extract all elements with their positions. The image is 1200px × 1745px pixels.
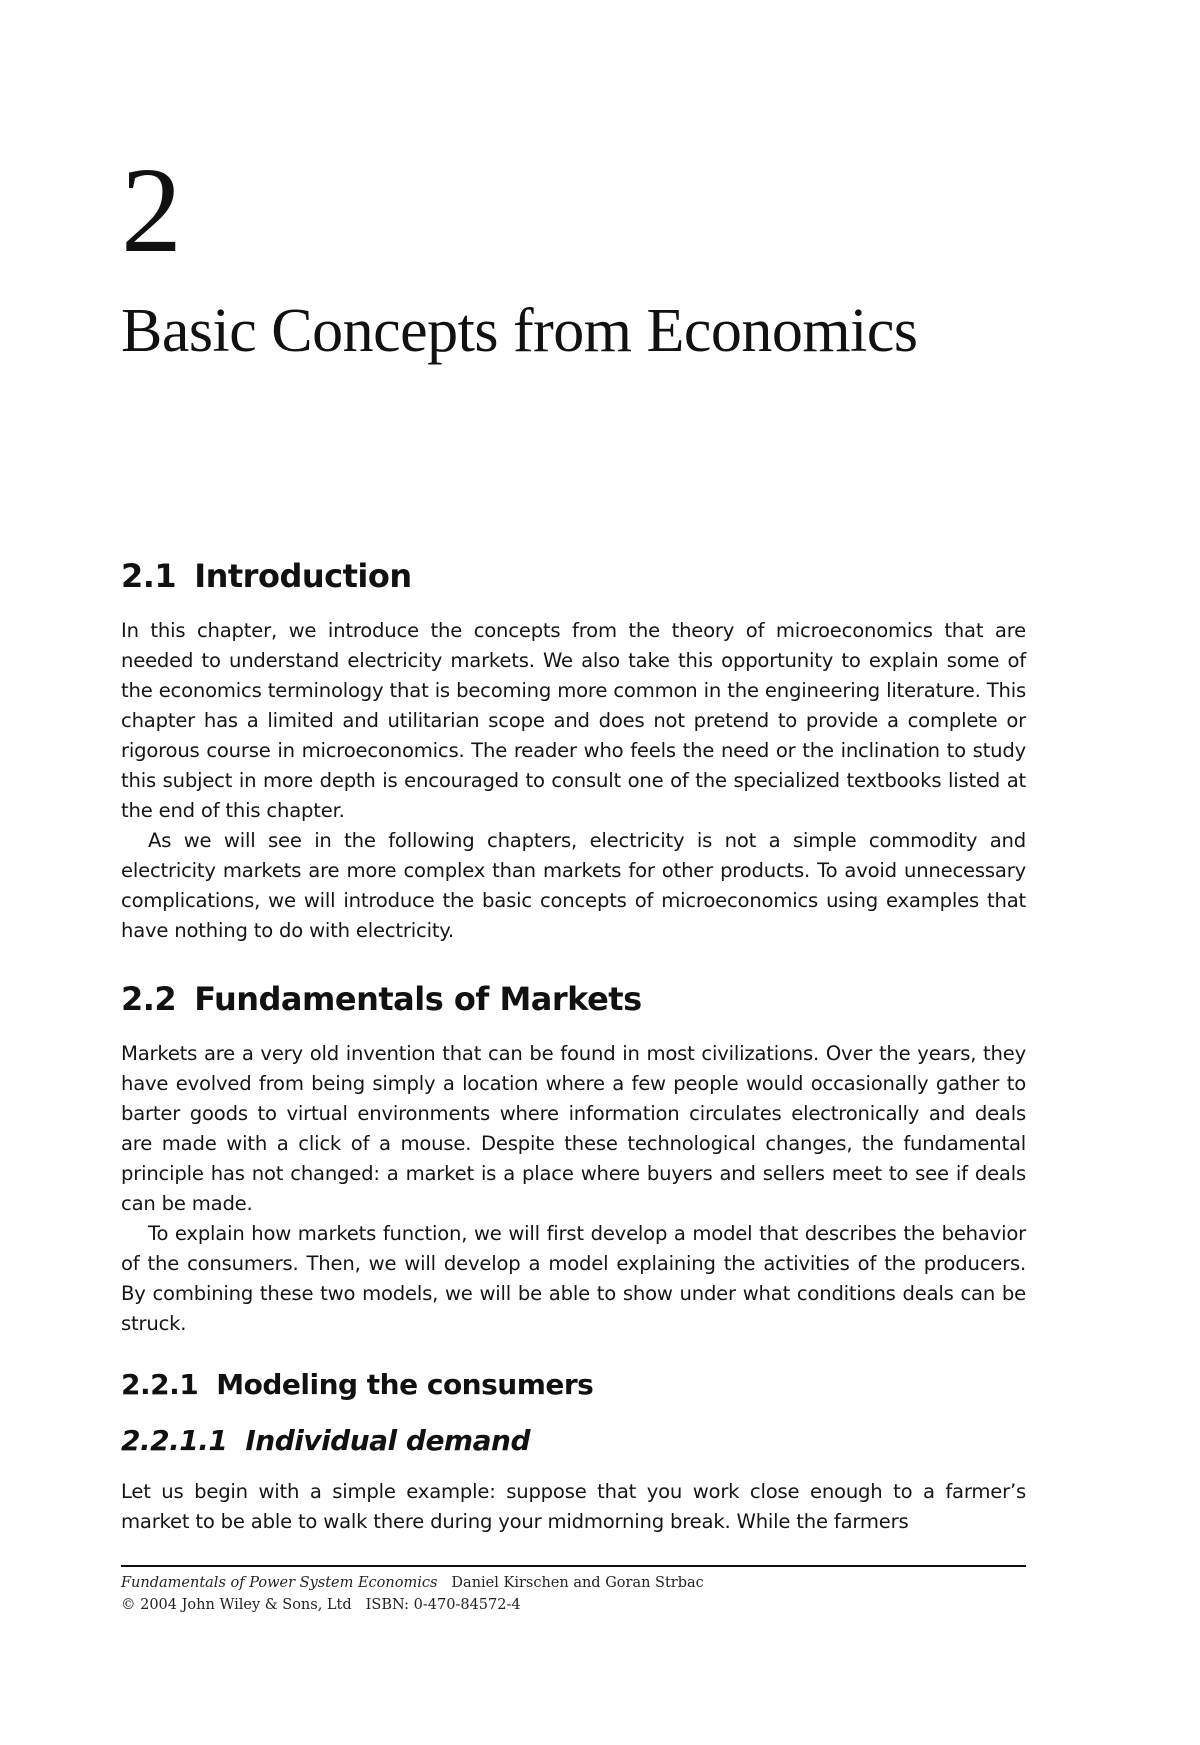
subsubsection-heading-individual-demand — [121, 1424, 530, 1457]
paragraph: Markets are a very old invention that can be found in most civilizations. Over the years, they have evolved from being simply a location where a few people would occasionally gather to barter goods to virtual environments where information circulates electronically and deals are made with a click of a mouse. Despite these technological changes, the fundamental principle has not changed: a market is a place where buyers and sellers meet to see if deals can be made. — [121, 1042, 1026, 1215]
paragraph: Let us begin with a simple example: suppose that you work close enough to a farmer’s market to be able to walk there during your midmorning break. While the farmers — [121, 1480, 1026, 1533]
subsection-number: 2.2.1 — [121, 1368, 199, 1401]
subsubsection-number: 2.2.1.1 — [121, 1424, 228, 1457]
paragraph: To explain how markets function, we will first develop a model that describes the behavior of the consumers. Then, we will develop a model explaining the activities of the producers. By combining these two models, we will be able to show under what conditions deals can be struck. — [121, 1222, 1026, 1335]
footer-authors: Daniel Kirschen and Goran Strbac — [451, 1575, 704, 1591]
section-number: 2.2 — [121, 980, 177, 1018]
subsubsection-title: Individual demand — [245, 1424, 530, 1457]
footer-rule — [121, 1565, 1026, 1567]
footer-copyright: © 2004 John Wiley & Sons, Ltd — [121, 1597, 352, 1613]
paragraph: As we will see in the following chapters, electricity is not a simple commodity and electricity markets are more complex than markets for other products. To avoid unnecessary complications, we will introduce the basic concepts of microeconomics using examples that have nothing to do with electricity. — [121, 829, 1026, 942]
chapter-number: 2 — [121, 143, 180, 278]
document-page — [121, 0, 1026, 1745]
footer-book-line — [121, 1573, 704, 1593]
paragraph: In this chapter, we introduce the concepts from the theory of microeconomics that are needed to understand electricity markets. We also take this opportunity to explain some of the economics terminology that is becoming more common in the engineering literature. This chapter has a limited and utilitarian scope and does not pretend to provide a complete or rigorous course in microeconomics. The reader who feels the need or the inclination to study this subject in more depth is encouraged to consult one of the specialized textbooks listed at the end of this chapter. — [121, 619, 1026, 822]
chapter-title: Basic Concepts from Economics — [121, 297, 918, 365]
section-title: Fundamentals of Markets — [194, 980, 642, 1018]
footer-copyright-line — [121, 1595, 521, 1615]
section-title: Introduction — [194, 557, 412, 595]
section-heading-fundamentals-of-markets — [121, 980, 642, 1018]
section-heading-introduction — [121, 557, 412, 595]
subsection-title: Modeling the consumers — [216, 1368, 594, 1401]
footer-book-title: Fundamentals of Power System Economics — [121, 1575, 438, 1591]
section-number: 2.1 — [121, 557, 177, 595]
footer-isbn: ISBN: 0-470-84572-4 — [365, 1597, 521, 1613]
subsection-heading-modeling-the-consumers — [121, 1368, 593, 1401]
